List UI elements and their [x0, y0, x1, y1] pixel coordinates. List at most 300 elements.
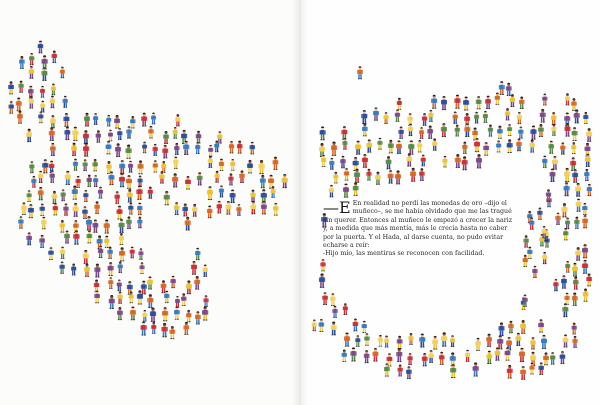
crowd-person	[38, 187, 44, 200]
crowd-person	[565, 217, 570, 229]
crowd-person	[71, 263, 76, 275]
crowd-person	[41, 217, 46, 230]
crowd-person	[204, 295, 209, 307]
crowd-person	[197, 172, 203, 185]
crowd-person	[485, 96, 491, 109]
crowd-person	[453, 111, 458, 123]
crowd-person	[332, 306, 337, 318]
crowd-person	[499, 81, 505, 95]
crowd-person	[50, 143, 56, 156]
crowd-person	[408, 333, 413, 345]
crowd-person	[565, 261, 570, 273]
crowd-person	[550, 352, 555, 364]
crowd-person	[230, 159, 235, 171]
crowd-person	[118, 261, 123, 273]
crowd-person	[150, 307, 156, 321]
story-text	[323, 200, 513, 259]
crowd-person	[462, 156, 468, 170]
crowd-person	[462, 142, 467, 154]
crowd-person	[572, 263, 578, 277]
crowd-person	[247, 160, 253, 174]
crowd-person	[83, 250, 89, 264]
crowd-person	[83, 130, 89, 144]
crowd-person	[573, 277, 579, 290]
crowd-person	[564, 182, 570, 196]
crowd-person	[384, 112, 389, 124]
crowd-person	[83, 190, 88, 202]
crowd-person	[63, 113, 69, 127]
crowd-person	[474, 138, 480, 152]
crowd-person	[395, 109, 400, 121]
story-body: En realidad no perdí las monedas de oro –dijo el muñeco–, se me había olvidado que me las tragué sin querer. Entonces al muñeco le empezó a crecer la nariz y, a medida que más mentía, más le crecía hasta no caber por la puerta. Y el Hada, al darse cuenta, no pudo evitar echarse a reír:	[323, 200, 513, 250]
crowd-person	[417, 140, 422, 152]
crowd-person	[126, 216, 131, 229]
crowd-person	[516, 333, 522, 346]
crowd-person	[529, 217, 534, 229]
crowd-person	[228, 173, 233, 185]
crowd-person	[396, 348, 402, 362]
crowd-person	[175, 114, 180, 126]
crowd-person	[542, 252, 547, 264]
crowd-person	[237, 141, 243, 154]
crowd-person	[541, 335, 547, 349]
crowd-person	[16, 98, 22, 112]
crowd-person	[408, 353, 413, 365]
crowd-person	[73, 159, 78, 171]
crowd-person	[153, 160, 158, 172]
crowd-person	[561, 203, 567, 217]
crowd-person	[350, 347, 356, 361]
crowd-person	[519, 96, 524, 109]
crowd-person	[388, 140, 394, 153]
crowd-person	[27, 190, 32, 202]
crowd-person	[119, 219, 125, 233]
crowd-person	[40, 101, 45, 113]
crowd-person	[142, 310, 147, 322]
crowd-person	[208, 145, 213, 157]
crowd-person	[117, 128, 122, 140]
crowd-person	[571, 142, 576, 154]
crowd-person	[419, 168, 424, 181]
crowd-person	[250, 190, 255, 202]
crowd-person	[170, 326, 176, 339]
crowd-person	[570, 157, 576, 171]
crowd-person	[38, 111, 43, 123]
crowd-person	[563, 228, 568, 240]
crowd-person	[76, 176, 81, 188]
crowd-person	[473, 362, 479, 376]
crowd-person	[93, 113, 98, 125]
crowd-person	[333, 172, 338, 184]
crowd-person	[117, 279, 122, 291]
crowd-person	[455, 125, 460, 137]
crowd-person	[174, 306, 180, 319]
crowd-person	[406, 366, 412, 379]
crowd-person	[60, 220, 65, 232]
crowd-person	[162, 323, 168, 337]
crowd-person	[60, 247, 65, 259]
crowd-person	[119, 247, 125, 261]
crowd-person	[362, 123, 368, 136]
crowd-person	[582, 203, 587, 215]
crowd-person	[362, 321, 367, 333]
crowd-person	[343, 183, 349, 197]
crowd-person	[130, 247, 135, 259]
crowd-person	[115, 191, 120, 204]
story-closing-line: -Hijo mío, las mentiras se reconocen con facilidad.	[323, 250, 485, 258]
crowd-person	[136, 185, 142, 199]
crowd-person	[422, 353, 428, 366]
crowd-person	[130, 306, 136, 320]
crowd-person	[583, 112, 588, 124]
crowd-person	[355, 141, 361, 155]
crowd-person	[486, 334, 492, 347]
crowd-person	[388, 170, 394, 183]
crowd-person	[427, 125, 433, 138]
crowd-person	[507, 139, 513, 153]
crowd-person	[341, 126, 347, 140]
crowd-person	[51, 84, 56, 96]
crowd-person	[108, 277, 113, 289]
crowd-person	[114, 115, 120, 129]
crowd-person	[127, 189, 133, 202]
crowd-person	[406, 153, 412, 166]
crowd-person	[195, 248, 200, 260]
crowd-person	[42, 159, 48, 173]
crowd-person	[523, 255, 528, 267]
crowd-person	[84, 264, 90, 277]
crowd-person	[357, 66, 363, 79]
crowd-person	[87, 175, 92, 187]
crowd-person	[137, 203, 142, 216]
crowd-person	[26, 232, 32, 245]
crowd-person	[73, 203, 79, 217]
crowd-person	[141, 281, 147, 295]
crowd-person	[141, 113, 147, 127]
crowd-person	[552, 156, 558, 170]
crowd-person	[98, 187, 103, 199]
crowd-person	[104, 236, 109, 248]
crowd-person	[340, 156, 345, 168]
crowd-person	[128, 161, 133, 173]
crowd-person	[474, 112, 479, 124]
left-crowd-figures	[8, 41, 288, 339]
crowd-person	[282, 174, 288, 188]
crowd-person	[519, 348, 525, 362]
crowd-person	[126, 145, 132, 159]
crowd-person	[186, 310, 191, 322]
crowd-person	[320, 259, 325, 271]
crowd-person	[422, 113, 427, 126]
crowd-person	[362, 154, 368, 168]
crowd-person	[138, 248, 143, 260]
crowd-person	[508, 321, 513, 334]
crowd-person	[499, 322, 505, 336]
crowd-person	[250, 142, 255, 155]
crowd-person	[353, 318, 359, 331]
crowd-person	[421, 155, 426, 167]
crowd-person	[94, 264, 100, 278]
crowd-person	[217, 201, 222, 214]
crowd-person	[236, 204, 241, 216]
crowd-person	[373, 348, 379, 362]
crowd-person	[329, 158, 334, 170]
crowd-person	[141, 321, 147, 335]
crowd-person	[582, 215, 588, 228]
crowd-person	[49, 127, 55, 141]
crowd-person	[119, 233, 124, 245]
crowd-person	[126, 175, 132, 189]
crowd-person	[40, 203, 45, 215]
crowd-person	[185, 217, 191, 231]
crowd-person	[488, 125, 493, 137]
crowd-person	[96, 130, 101, 142]
crowd-person	[174, 202, 180, 215]
crowd-person	[61, 189, 66, 201]
crowd-person	[94, 201, 99, 214]
crowd-person	[408, 140, 414, 154]
crowd-person	[532, 266, 537, 278]
crowd-person	[250, 201, 256, 214]
story-paragraph	[323, 200, 513, 250]
crowd-person	[419, 333, 425, 347]
crowd-person	[191, 261, 197, 275]
crowd-person	[582, 260, 588, 274]
crowd-person	[148, 187, 153, 199]
crowd-person	[137, 217, 142, 229]
crowd-person	[94, 290, 99, 303]
crowd-person	[230, 189, 236, 203]
crowd-person	[576, 199, 582, 212]
crowd-person	[229, 141, 234, 153]
crowd-person	[153, 144, 158, 156]
crowd-person	[441, 123, 447, 137]
crowd-person	[520, 320, 526, 334]
crowd-person	[115, 143, 121, 157]
crowd-person	[260, 175, 266, 188]
crowd-person	[572, 336, 577, 348]
crowd-person	[93, 159, 98, 171]
crowd-person	[543, 352, 549, 365]
crowd-person	[398, 127, 403, 139]
crowd-person	[117, 206, 123, 220]
crowd-person	[181, 293, 186, 306]
crowd-person	[540, 109, 546, 123]
crowd-person	[26, 129, 32, 143]
crowd-person	[486, 351, 492, 364]
crowd-person	[397, 98, 402, 110]
crowd-person	[184, 322, 190, 335]
crowd-person	[563, 334, 569, 347]
crowd-person	[151, 113, 156, 125]
crowd-person	[117, 307, 123, 320]
crowd-person	[465, 350, 470, 362]
crowd-person	[539, 362, 544, 375]
crowd-person	[343, 303, 348, 315]
crowd-person	[39, 235, 45, 248]
crowd-person	[366, 169, 371, 181]
crowd-person	[50, 115, 56, 128]
crowd-person	[140, 262, 145, 274]
crowd-person	[63, 203, 68, 215]
crowd-person	[450, 335, 455, 347]
crowd-person	[538, 124, 544, 137]
crowd-person	[319, 273, 325, 287]
crowd-person	[572, 323, 577, 335]
crowd-person	[361, 110, 367, 124]
crowd-person	[353, 182, 359, 195]
crowd-person	[586, 128, 592, 142]
crowd-person	[164, 191, 170, 205]
crowd-person	[52, 50, 57, 63]
crowd-person	[560, 351, 566, 364]
crowd-person	[439, 352, 445, 365]
crowd-person	[505, 108, 510, 120]
crowd-person	[319, 319, 325, 332]
crowd-person	[71, 143, 77, 156]
crowd-person	[108, 262, 114, 276]
crowd-person	[64, 230, 70, 243]
crowd-person	[17, 111, 23, 124]
crowd-person	[495, 93, 500, 105]
crowd-person	[575, 247, 581, 261]
crowd-person	[551, 124, 556, 136]
crowd-person	[583, 289, 589, 302]
crowd-person	[173, 127, 178, 139]
crowd-person	[207, 206, 212, 219]
crowd-person	[28, 204, 34, 218]
crowd-person	[506, 83, 512, 96]
crowd-person	[517, 112, 522, 124]
crowd-person	[50, 96, 55, 109]
crowd-person	[107, 247, 112, 259]
crowd-person	[142, 142, 147, 154]
crowd-person	[516, 139, 521, 152]
crowd-person	[38, 41, 43, 54]
crowd-person	[572, 169, 578, 183]
crowd-person	[174, 143, 179, 155]
crowd-person	[208, 156, 213, 168]
crowd-person	[93, 175, 98, 187]
crowd-person	[31, 176, 36, 188]
crowd-person	[195, 311, 201, 324]
crowd-person	[432, 138, 437, 150]
crowd-person	[331, 322, 337, 336]
crowd-person	[331, 141, 337, 155]
crowd-person	[207, 186, 213, 200]
crowd-person	[29, 161, 34, 173]
crowd-person	[271, 186, 276, 198]
crowd-person	[565, 93, 570, 105]
crowd-person	[119, 173, 125, 187]
crowd-person	[202, 306, 208, 320]
crowd-person	[320, 126, 326, 140]
crowd-person	[572, 292, 578, 305]
crowd-person	[476, 154, 482, 168]
crowd-person	[108, 130, 113, 142]
crowd-person	[60, 67, 65, 79]
crowd-person	[538, 319, 544, 332]
crowd-person	[259, 160, 265, 174]
crowd-person	[428, 350, 433, 363]
crowd-person	[441, 96, 447, 110]
crowd-person	[518, 126, 523, 138]
crowd-person	[186, 280, 192, 294]
crowd-person	[192, 204, 198, 217]
crowd-person	[273, 203, 278, 216]
crowd-person	[529, 140, 535, 153]
crowd-person	[530, 126, 536, 140]
crowd-person	[428, 110, 433, 122]
crowd-person	[560, 142, 565, 154]
crowd-person	[355, 335, 360, 347]
crowd-person	[173, 157, 178, 169]
crowd-person	[582, 244, 588, 258]
crowd-person	[344, 332, 350, 346]
crowd-person	[195, 142, 200, 154]
crowd-person	[464, 123, 470, 137]
crowd-person	[48, 247, 53, 260]
crowd-person	[183, 141, 189, 155]
crowd-person	[571, 98, 576, 111]
crowd-person	[126, 126, 131, 138]
crowd-person	[21, 202, 26, 215]
crowd-person	[63, 96, 68, 108]
crowd-person	[117, 291, 122, 303]
crowd-person	[182, 203, 188, 216]
crowd-person	[527, 247, 532, 259]
crowd-person	[312, 319, 317, 331]
crowd-person	[162, 145, 168, 159]
crowd-person	[497, 335, 503, 349]
crowd-person	[344, 168, 349, 180]
crowd-person	[551, 112, 557, 125]
crowd-person	[562, 303, 568, 317]
crowd-person	[496, 140, 501, 152]
crowd-person	[38, 171, 43, 183]
crowd-person	[483, 142, 489, 155]
crowd-person	[384, 336, 389, 348]
crowd-person	[52, 191, 58, 204]
crowd-person	[431, 95, 437, 109]
crowd-person	[106, 141, 112, 154]
crowd-person	[396, 140, 402, 154]
crowd-person	[373, 107, 379, 120]
crowd-person	[225, 201, 231, 215]
crowd-person	[196, 131, 201, 144]
crowd-person	[476, 96, 482, 109]
crowd-person	[59, 262, 64, 274]
crowd-person	[463, 96, 469, 110]
crowd-person	[203, 264, 208, 276]
crowd-person	[175, 296, 180, 308]
crowd-person	[386, 156, 392, 169]
crowd-person	[159, 171, 164, 183]
crowd-person	[507, 365, 513, 378]
crowd-person	[330, 293, 335, 306]
crowd-person	[9, 101, 14, 113]
crowd-person	[194, 276, 200, 290]
crowd-person	[530, 337, 535, 349]
crowd-person	[553, 279, 558, 291]
crowd-person	[82, 206, 87, 219]
crowd-person	[104, 220, 110, 234]
crowd-person	[442, 156, 447, 168]
crowd-person	[564, 293, 569, 305]
crowd-person	[483, 111, 488, 123]
crowd-person	[93, 219, 99, 232]
crowd-person	[548, 141, 554, 154]
